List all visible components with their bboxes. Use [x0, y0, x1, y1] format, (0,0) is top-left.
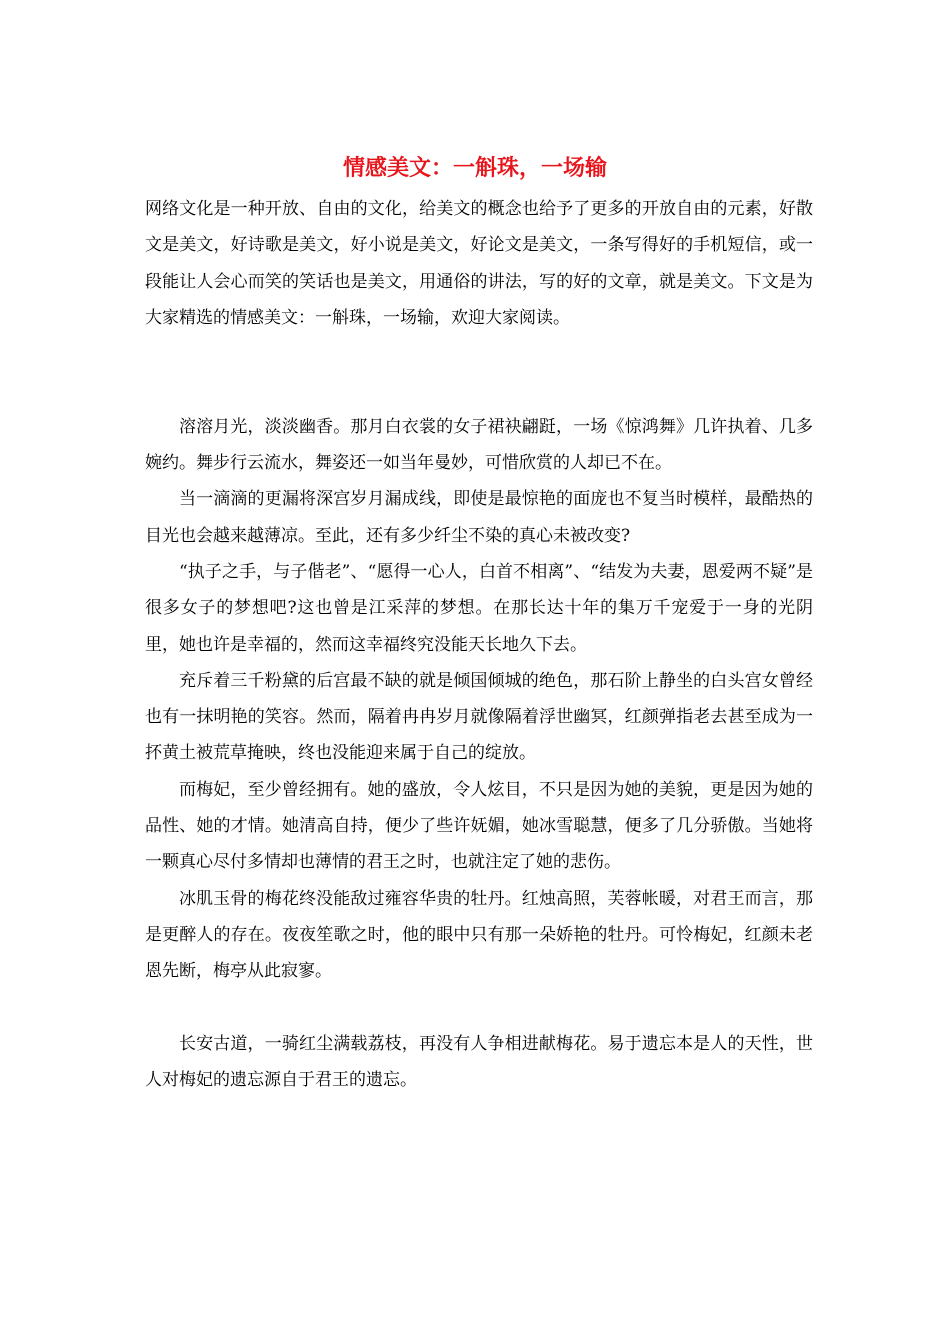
document-body: [145, 191, 813, 1098]
body-paragraph-5: 而梅妃，至少曾经拥有。她的盛放，令人炫目，不只是因为她的美貌，更是因为她的品性、她的才情。她清高自持，便少了些许妩媚，她冰雪聪慧，便多了几分骄傲。当她将一颗真心尽付多情却也薄情的君王之时，也就注定了她的悲伤。: [145, 779, 813, 873]
intro-paragraph: 网络文化是一种开放、自由的文化，给美文的概念也给予了更多的开放自由的元素，好散文是美文，好诗歌是美文，好小说是美文，好论文是美文，一条写得好的手机短信，或一段能让人会心而笑的笑话也是美文，用通俗的讲法，写的好的文章，就是美文。下文是为大家精选的情感美文：一斛珠，一场输，欢迎大家阅读。: [145, 199, 813, 328]
body-paragraph-2: 当一滴滴的更漏将深宫岁月漏成线，即使是最惊艳的面庞也不复当时模样，最酷热的目光也会越来越薄凉。至此，还有多少纤尘不染的真心未被改变?: [145, 489, 813, 546]
paragraph-gap: [145, 336, 813, 372]
body-paragraph-3: “执子之手，与子偕老”、“愿得一心人，白首不相离”、“结发为夫妻，恩爱两不疑”是很多女子的梦想吧?这也曾是江采萍的梦想。在那长达十年的集万千宠爱于一身的光阴里，她也许是幸福的，然而这幸福终究没能天长地久下去。: [145, 561, 813, 655]
closing-paragraph: 长安古道，一骑红尘满载荔枝，再没有人争相进献梅花。易于遗忘本是人的天性，世人对梅妃的遗忘源自于君王的遗忘。: [145, 1033, 813, 1091]
paragraph-gap: [145, 990, 813, 1026]
body-paragraph-4: 充斥着三千粉黛的后宫最不缺的就是倾国倾城的绝色，那石阶上静坐的白头宫女曾经也有一抹明艳的笑容。然而，隔着冉冉岁月就像隔着浮世幽冥，红颜弹指老去甚至成为一抔黄土被荒草掩映，终也没能迎来属于自己的绽放。: [145, 670, 813, 764]
body-paragraph-6: 冰肌玉骨的梅花终没能敌过雍容华贵的牡丹。红烛高照，芙蓉帐暖，对君王而言，那是更醉人的存在。夜夜笙歌之时，他的眼中只有那一朵娇艳的牡丹。可怜梅妃，红颜未老恩先断，梅亭从此寂寥。: [145, 888, 813, 982]
paragraph-gap: [145, 372, 813, 408]
body-paragraph-1: 溶溶月光，淡淡幽香。那月白衣裳的女子裙袂翩跹，一场《惊鸿舞》几许执着、几多婉约。舞步行云流水，舞姿还一如当年曼妙，可惜欣赏的人却已不在。: [145, 416, 813, 474]
document-title: 情感美文：一斛珠，一场输: [342, 155, 607, 181]
